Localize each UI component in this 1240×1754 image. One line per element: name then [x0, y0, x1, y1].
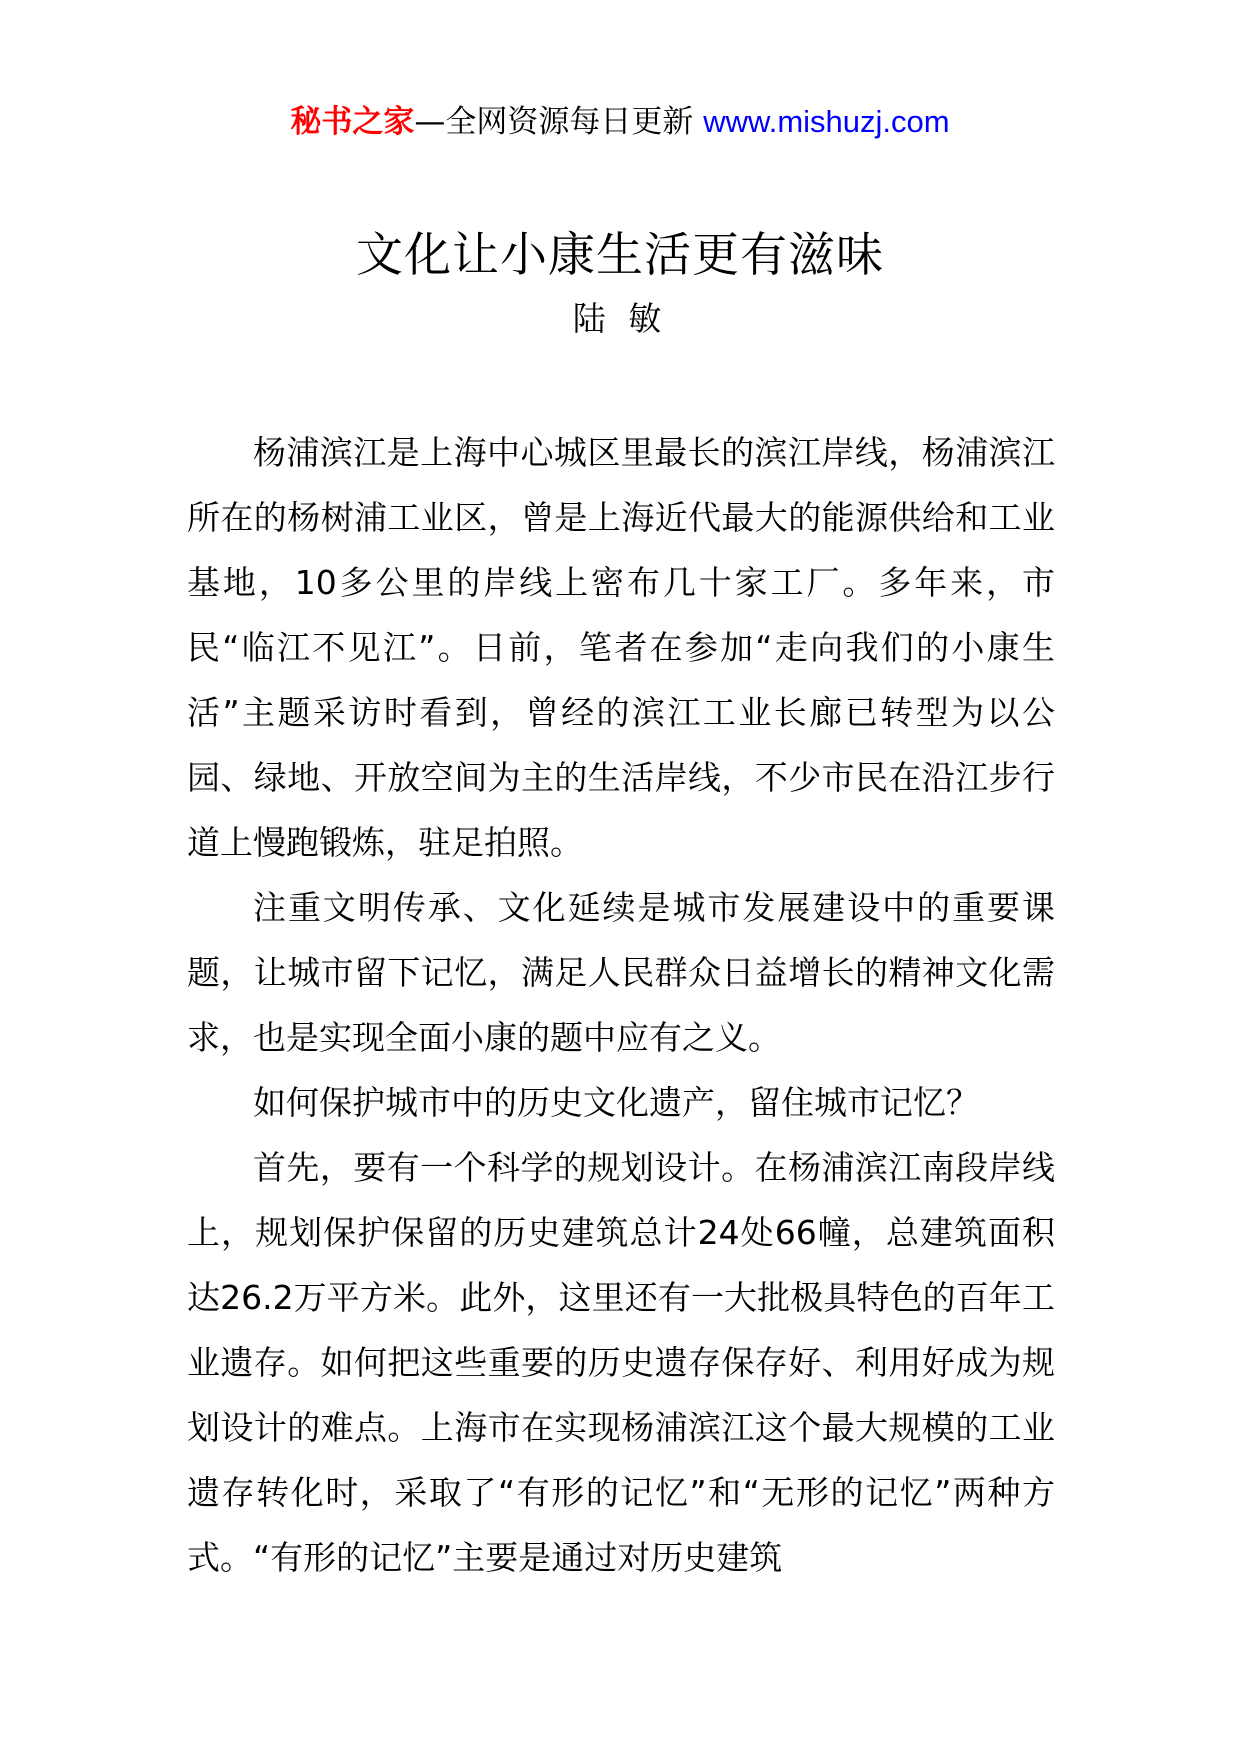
site-header	[0, 100, 1240, 144]
paragraph: 如何保护城市中的历史文化遗产，留住城市记忆？	[253, 1083, 979, 1122]
article-author: 陆 敏	[572, 299, 668, 338]
article-title: 文化让小康生活更有滋味	[356, 228, 884, 283]
brand-name: 秘书之家	[290, 104, 415, 140]
paragraph: 首先，要有一个科学的规划设计。在杨浦滨江南段岸线上，规划保护保留的历史建筑总计24处66幢，总建筑面积达26.2万平方米。此外，这里还有一大批极具特色的百年工业遗存。如何把这些重要的历史遗存保存好、利用好成为规划设计的难点。上海市在实现杨浦滨江这个最大规模的工业遗存转化时，采取了“有形的记忆”和“无形的记忆”两种方式。“有形的记忆”主要是通过对历史建筑	[187, 1148, 1055, 1577]
article-body	[187, 420, 1055, 1590]
site-url-link[interactable]: www.mishuzj.com	[703, 104, 950, 139]
paragraph: 注重文明传承、文化延续是城市发展建设中的重要课题，让城市留下记忆，满足人民群众日益增长的精神文化需求，也是实现全面小康的题中应有之义。	[187, 888, 1055, 1057]
paragraph: 杨浦滨江是上海中心城区里最长的滨江岸线，杨浦滨江所在的杨树浦工业区，曾是上海近代最大的能源供给和工业基地，10多公里的岸线上密布几十家工厂。多年来，市民“临江不见江”。日前，笔者在参加“走向我们的小康生活”主题采访时看到，曾经的滨江工业长廊已转型为以公园、绿地、开放空间为主的生活岸线，不少市民在沿江步行道上慢跑锻炼，驻足拍照。	[187, 433, 1055, 862]
site-slogan: —全网资源每日更新	[414, 104, 694, 140]
